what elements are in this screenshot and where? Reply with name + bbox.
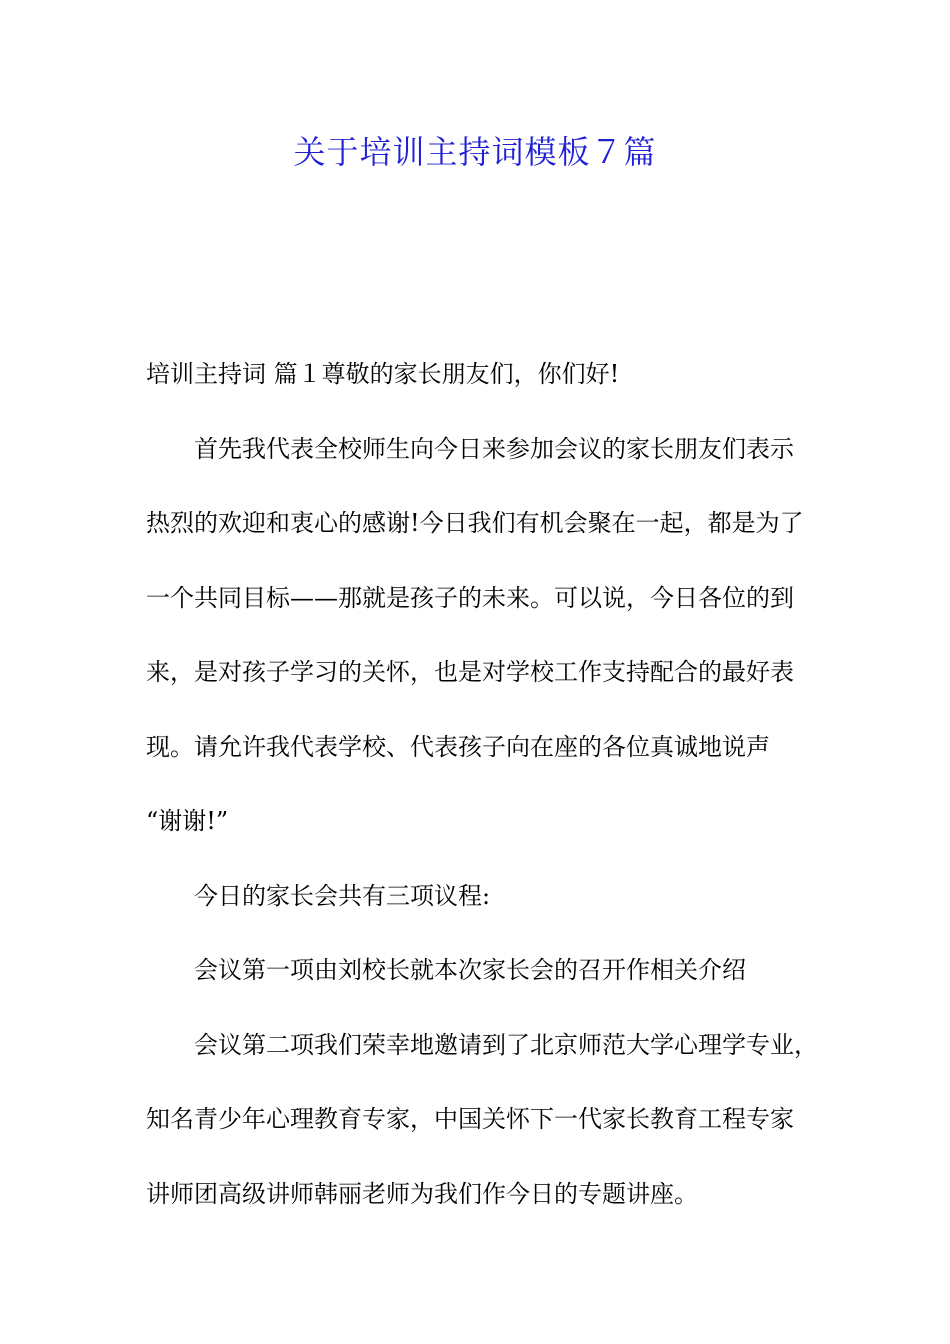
paragraph-line: 知名青少年心理教育专家，中国关怀下一代家长教育工程专家 [146, 1105, 794, 1133]
paragraph-line: 培训主持词 篇１尊敬的家长朋友们，你们好! [146, 360, 620, 388]
document-body [146, 337, 836, 1231]
paragraph-line: 热烈的欢迎和衷心的感谢!今日我们有机会聚在一起，都是为了 [146, 509, 804, 537]
paragraph-line: 现。请允许我代表学校、代表孩子向在座的各位真诚地说声 [146, 732, 770, 761]
paragraph-line: 讲师团高级讲师韩丽老师为我们作今日的专题讲座。 [146, 1179, 698, 1208]
paragraph-line: 会议第二项我们荣幸地邀请到了北京师范大学心理学专业， [194, 1030, 818, 1059]
paragraph-line: 一个共同目标——那就是孩子的未来。可以说，今日各位的到 [146, 583, 794, 612]
paragraph-line: 来，是对孩子学习的关怀，也是对学校工作支持配合的最好表 [146, 658, 794, 686]
document-title: 关于培训主持词模板７篇 [293, 133, 657, 171]
paragraph-line: 今日的家长会共有三项议程: [194, 881, 491, 910]
paragraph-line: “谢谢!” [146, 807, 229, 835]
paragraph-line: 首先我代表全校师生向今日来参加会议的家长朋友们表示 [194, 434, 794, 463]
paragraph-line: 会议第一项由刘校长就本次家长会的召开作相关介绍 [194, 956, 746, 984]
